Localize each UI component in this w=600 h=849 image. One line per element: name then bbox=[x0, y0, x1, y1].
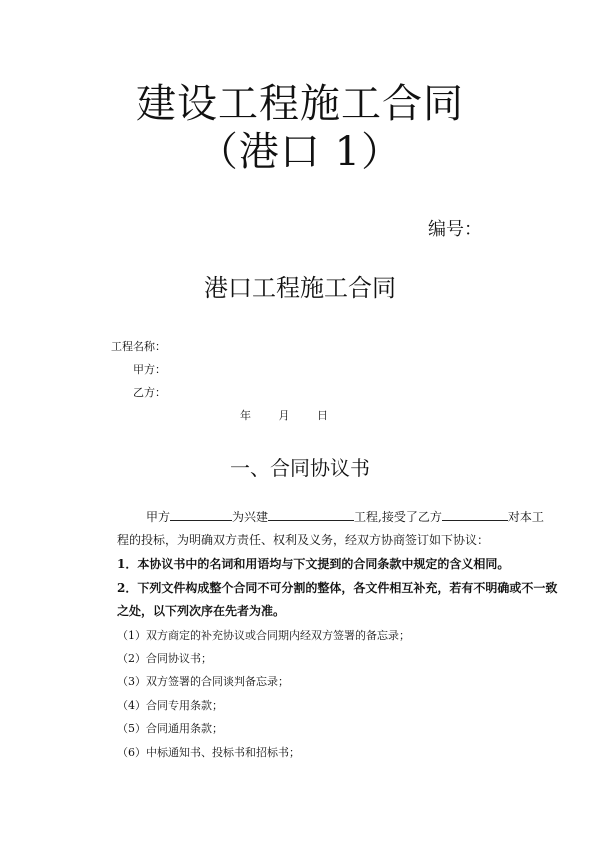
section-title: 一、合同协议书 bbox=[230, 456, 370, 480]
intro-text-accept: 工程,接受了乙方 bbox=[354, 510, 442, 524]
cover-title: 建设工程施工合同 bbox=[136, 81, 464, 127]
date-line bbox=[240, 407, 352, 423]
intro-paragraph-line2: 程的投标，为明确双方责任、权利及义务，经双方协商签订如下协议： bbox=[117, 533, 490, 547]
party-b-label: 乙方： bbox=[133, 386, 166, 399]
date-month: 月 bbox=[278, 409, 290, 422]
list-item: （3）双方签署的合同谈判备忘录； bbox=[117, 675, 289, 688]
list-item: （1）双方商定的补充协议或合同期内经双方签署的备忘录； bbox=[117, 629, 410, 642]
list-item: （2）合同协议书； bbox=[117, 652, 212, 665]
intro-paragraph-line1 bbox=[146, 508, 544, 525]
project-blank bbox=[268, 508, 354, 521]
document-number-label: 编号： bbox=[428, 219, 482, 240]
list-item: （6）中标通知书、投标书和招标书； bbox=[117, 746, 300, 759]
contract-title: 港口工程施工合同 bbox=[204, 274, 396, 302]
list-item: （5）合同通用条款； bbox=[117, 722, 223, 735]
list-item: （4）合同专用条款； bbox=[117, 699, 223, 712]
party-a-label: 甲方： bbox=[133, 363, 166, 376]
date-year: 年 bbox=[240, 409, 251, 422]
clause-2-line2: 之处，以下列次序在先者为准。 bbox=[117, 604, 286, 618]
party-b-blank bbox=[442, 508, 508, 521]
date-day: 日 bbox=[317, 409, 328, 422]
intro-text-party-a: 甲方 bbox=[146, 510, 171, 524]
intro-text-for: 对本工 bbox=[507, 510, 544, 524]
cover-subtitle: （港口 1） bbox=[197, 129, 403, 175]
clause-1: 1．本协议书中的名词和用语均与下文提到的合同条款中规定的含义相同。 bbox=[117, 557, 510, 571]
party-a-blank bbox=[170, 508, 232, 521]
project-name-label: 工程名称： bbox=[111, 340, 166, 353]
intro-text-build: 为兴建 bbox=[232, 510, 269, 524]
clause-2-line1: 2．下列文件构成整个合同不可分割的整体，各文件相互补充，若有不明确或不一致 bbox=[117, 581, 558, 595]
